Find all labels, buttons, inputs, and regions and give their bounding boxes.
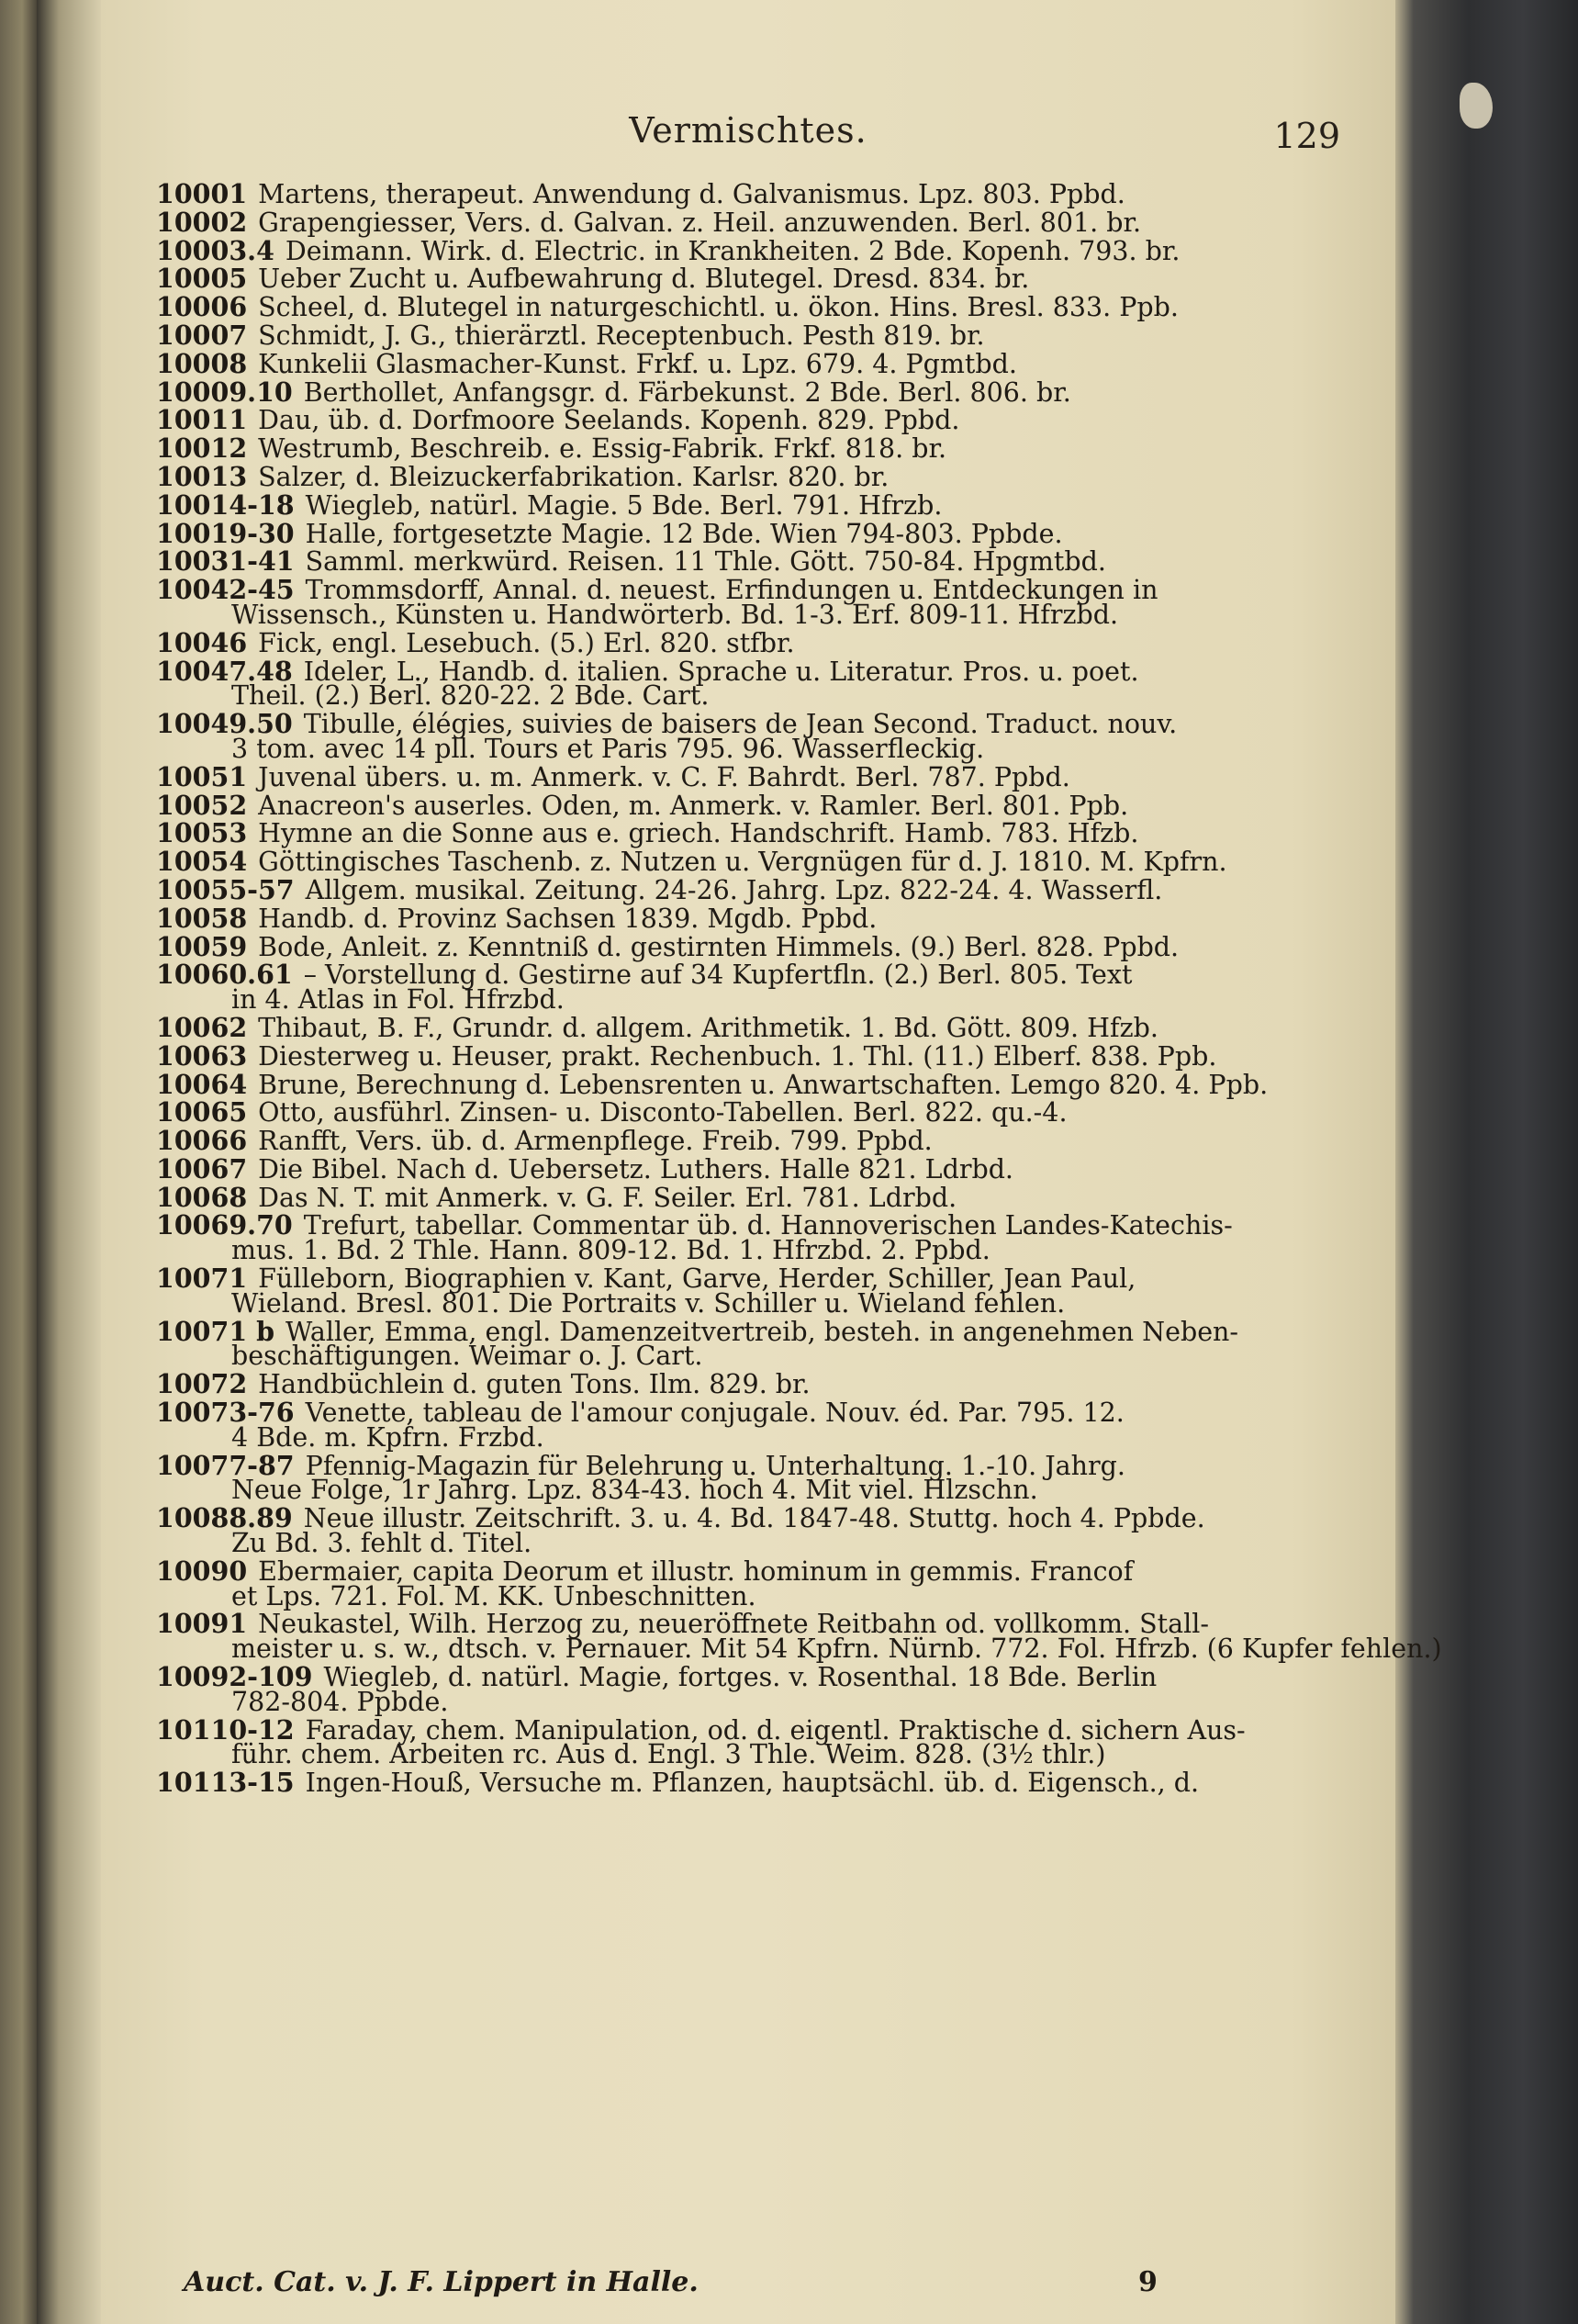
entry-first-line — [156, 1767, 1349, 1799]
entry-number: 10092-109 — [156, 1661, 313, 1693]
entry-text: Diesterweg u. Heuser, prakt. Rechenbuch. 1. Thl. (11.) Elberf. 838. Ppb. — [258, 1040, 1217, 1072]
entry-first-line — [156, 1152, 1349, 1184]
running-title: Vermischtes. — [629, 110, 867, 151]
entry-number: 10031-41 — [156, 545, 295, 578]
entry-number: 10072 — [156, 1368, 248, 1400]
catalog-entry — [156, 291, 1349, 323]
entry-text: Kunkelii Glasmacher-Kunst. Frkf. u. Lpz. 679. 4. Pgmtbd. — [258, 348, 1017, 379]
entry-text: Tibulle, élégies, suivies de baisers de Jean Second. Traduct. nouv. — [303, 709, 1178, 740]
entry-number: 10007 — [156, 319, 248, 351]
entry-text: Juvenal übers. u. m. Anmerk. v. C. F. Bahrdt. Berl. 787. Ppbd. — [258, 761, 1070, 792]
entry-first-line — [156, 404, 1349, 436]
entry-text: Das N. T. mit Anmerk. v. G. F. Seiler. Erl. 781. Ldrbd. — [258, 1182, 957, 1213]
entry-continuation: meister u. s. w., dtsch. v. Pernauer. Mit 54 Kpfrn. Nürnb. 772. Fol. Hfrzb. (6 Kupfer fehlen.) — [231, 1634, 1442, 1665]
entry-text: Fülleborn, Biographien v. Kant, Garve, Herder, Schiller, Jean Paul, — [258, 1263, 1136, 1295]
catalog-entry — [156, 178, 1349, 209]
entry-text: Die Bibel. Nach d. Uebersetz. Luthers. Halle 821. Ldrbd. — [258, 1153, 1013, 1184]
entry-number: 10005 — [156, 263, 248, 295]
entry-text: Wiegleb, natürl. Magie. 5 Bde. Berl. 791. Hfrzb. — [305, 489, 943, 521]
catalog-entry — [156, 1368, 1349, 1400]
catalog-entry — [156, 1502, 1349, 1559]
catalog-entries — [156, 178, 1442, 1799]
entry-first-line — [156, 930, 1349, 962]
entry-text: Ranfft, Vers. üb. d. Armenpflege. Freib. 799. Ppbd. — [258, 1126, 933, 1157]
entry-continuation: et Lps. 721. Fol. M. KK. Unbeschnitten. — [231, 1580, 756, 1611]
page-footer — [184, 2266, 1193, 2298]
catalog-entry — [156, 1181, 1349, 1213]
entry-continuation: führ. chem. Arbeiten rc. Aus d. Engl. 3 Thle. Weim. 828. (3½ thlr.) — [231, 1739, 1106, 1770]
entry-text: Trommsdorff, Annal. d. neuest. Erfindungen u. Entdeckungen in — [305, 575, 1158, 606]
catalog-entry — [156, 1767, 1349, 1799]
entry-number: 10059 — [156, 930, 248, 962]
entry-number: 10071 b — [156, 1315, 275, 1347]
catalog-entry — [156, 206, 1349, 238]
entry-number: 10047.48 — [156, 655, 293, 687]
catalog-entry — [156, 1209, 1349, 1266]
entry-text: Hymne an die Sonne aus e. griech. Handschrift. Hamb. 783. Hfzb. — [258, 818, 1139, 849]
signature-mark: 9 — [1138, 2266, 1158, 2298]
entry-number: 10091 — [156, 1608, 248, 1640]
entry-number: 10008 — [156, 347, 248, 379]
catalog-entry — [156, 902, 1349, 934]
entry-text: Anacreon's auserles. Oden, m. Anmerk. v. Ramler. Berl. 801. Ppb. — [258, 790, 1129, 821]
catalog-entry — [156, 708, 1349, 764]
entry-number: 10052 — [156, 789, 248, 821]
entry-text: Ueber Zucht u. Aufbewahrung d. Blutegel. Dresd. 834. br. — [258, 264, 1030, 295]
entry-text: Trefurt, tabellar. Commentar üb. d. Hannoverischen Landes-Katechis- — [303, 1210, 1233, 1241]
entry-first-line — [156, 760, 1349, 792]
entry-text: Salzer, d. Bleizuckerfabrikation. Karlsr. 820. br. — [258, 461, 890, 492]
entry-continuation: 3 tom. avec 14 pll. Tours et Paris 795. 96. Wasserfleckig. — [231, 733, 985, 764]
book-cover-edge — [1395, 0, 1578, 2324]
entry-first-line — [156, 376, 1349, 408]
entry-first-line — [156, 1039, 1349, 1072]
entry-first-line — [156, 902, 1349, 934]
entry-continuation: beschäftigungen. Weimar o. J. Cart. — [231, 1341, 703, 1372]
entry-first-line — [156, 1181, 1349, 1213]
adjacent-page-edge — [0, 0, 37, 2324]
entry-first-line — [156, 789, 1349, 821]
catalog-entry — [156, 1096, 1349, 1128]
entry-number: 10067 — [156, 1152, 248, 1184]
entry-first-line — [156, 488, 1349, 521]
catalog-entry — [156, 817, 1349, 849]
catalog-entry — [156, 1039, 1349, 1072]
catalog-entry — [156, 1068, 1349, 1100]
catalog-entry — [156, 347, 1349, 379]
catalog-imprint: Auct. Cat. v. J. F. Lippert in Halle. — [184, 2266, 699, 2298]
entry-number: 10069.70 — [156, 1209, 293, 1241]
entry-number: 10002 — [156, 206, 248, 238]
entry-continuation: Neue Folge, 1r Jahrg. Lpz. 834-43. hoch 4. Mit viel. Hlzschn. — [231, 1475, 1038, 1506]
cover-tab-mark — [1460, 83, 1493, 129]
entry-number: 10003.4 — [156, 234, 274, 266]
entry-number: 10113-15 — [156, 1767, 295, 1799]
catalog-entry — [156, 930, 1349, 962]
entry-text: Handbüchlein d. guten Tons. Ilm. 829. br. — [258, 1369, 811, 1400]
entry-text: Ingen-Houß, Versuche m. Pflanzen, hauptsächl. üb. d. Eigensch., d. — [305, 1768, 1200, 1799]
entry-number: 10006 — [156, 291, 248, 323]
catalog-entry — [156, 1263, 1349, 1319]
entry-number: 10053 — [156, 817, 248, 849]
catalog-entry — [156, 319, 1349, 351]
catalog-entry — [156, 1125, 1349, 1157]
catalog-entry — [156, 789, 1349, 821]
entry-first-line — [156, 817, 1349, 849]
entry-first-line — [156, 545, 1349, 578]
entry-continuation: Theil. (2.) Berl. 820-22. 2 Bde. Cart. — [231, 680, 710, 712]
entry-text: Deimann. Wirk. d. Electric. in Krankheiten. 2 Bde. Kopenh. 793. br. — [285, 235, 1181, 266]
entry-continuation: Wieland. Bresl. 801. Die Portraits v. Schiller u. Wieland fehlen. — [231, 1287, 1066, 1319]
entry-text: Dau, üb. d. Dorfmoore Seelands. Kopenh. 829. Ppbd. — [258, 405, 960, 436]
catalog-entry — [156, 1713, 1349, 1770]
entry-text: Wiegleb, d. natürl. Magie, fortges. v. Rosenthal. 18 Bde. Berlin — [323, 1662, 1158, 1693]
catalog-entry — [156, 545, 1349, 578]
catalog-entry — [156, 1397, 1349, 1453]
entry-text: Westrumb, Beschreib. e. Essig-Fabrik. Frkf. 818. br. — [258, 433, 947, 465]
catalog-entry — [156, 1555, 1349, 1611]
entry-continuation: Wissensch., Künsten u. Handwörterb. Bd. 1-3. Erf. 809-11. Hfrzbd. — [231, 599, 1119, 630]
entry-text: Grapengiesser, Vers. d. Galvan. z. Heil. anzuwenden. Berl. 801. br. — [258, 207, 1142, 238]
catalog-entry — [156, 1608, 1442, 1665]
entry-first-line — [156, 291, 1349, 323]
catalog-page — [101, 0, 1442, 2324]
entry-text: Neukastel, Wilh. Herzog zu, neueröffnete Reitbahn od. vollkomm. Stall- — [258, 1609, 1209, 1640]
catalog-entry — [156, 655, 1349, 712]
entry-number: 10071 — [156, 1263, 248, 1295]
entry-text: Brune, Berechnung d. Lebensrenten u. Anwartschaften. Lemgo 820. 4. Ppb. — [258, 1069, 1269, 1100]
entry-number: 10051 — [156, 760, 248, 792]
catalog-entry — [156, 263, 1349, 295]
entry-text: Handb. d. Provinz Sachsen 1839. Mgdb. Ppbd. — [258, 903, 878, 934]
entry-text: Martens, therapeut. Anwendung d. Galvanismus. Lpz. 803. Ppbd. — [258, 179, 1125, 209]
catalog-entry — [156, 1661, 1349, 1717]
catalog-entry — [156, 959, 1349, 1016]
entry-number: 10090 — [156, 1555, 248, 1587]
entry-first-line — [156, 1096, 1349, 1128]
entry-text: Otto, ausführl. Zinsen- u. Disconto-Tabellen. Berl. 822. qu.-4. — [258, 1097, 1068, 1128]
entry-first-line — [156, 347, 1349, 379]
page-number: 129 — [1273, 116, 1340, 156]
entry-text: Schmidt, J. G., thierärztl. Receptenbuch. Pesth 819. br. — [258, 320, 985, 351]
entry-first-line — [156, 1125, 1349, 1157]
catalog-entry — [156, 517, 1349, 549]
entry-number: 10062 — [156, 1011, 248, 1043]
catalog-entry — [156, 873, 1349, 905]
catalog-entry — [156, 760, 1349, 792]
entry-number: 10077-87 — [156, 1449, 295, 1481]
catalog-entry — [156, 1315, 1349, 1372]
entry-text: Berthollet, Anfangsgr. d. Färbekunst. 2 Bde. Berl. 806. br. — [303, 376, 1071, 408]
entry-number: 10060.61 — [156, 959, 293, 991]
entry-number: 10012 — [156, 432, 248, 465]
entry-text: Ideler, L., Handb. d. italien. Sprache u. Literatur. Pros. u. poet. — [303, 656, 1139, 687]
entry-number: 10058 — [156, 902, 248, 934]
entry-text: Allgem. musikal. Zeitung. 24-26. Jahrg. Lpz. 822-24. 4. Wasserfl. — [305, 874, 1163, 905]
entry-number: 10068 — [156, 1181, 248, 1213]
entry-number: 10055-57 — [156, 873, 295, 905]
catalog-entry — [156, 1152, 1349, 1184]
entry-text: Bode, Anleit. z. Kenntniß d. gestirnten Himmels. (9.) Berl. 828. Ppbd. — [258, 931, 1180, 962]
entry-number: 10054 — [156, 846, 248, 878]
entry-first-line — [156, 846, 1349, 878]
entry-text: Göttingisches Taschenb. z. Nutzen u. Vergnügen für d. J. 1810. M. Kpfrn. — [258, 847, 1227, 878]
catalog-entry — [156, 460, 1349, 492]
catalog-entry — [156, 488, 1349, 521]
entry-continuation: 782-804. Ppbde. — [231, 1686, 449, 1717]
entry-first-line — [156, 432, 1349, 465]
page-header — [101, 110, 1395, 174]
entry-first-line — [156, 460, 1349, 492]
catalog-entry — [156, 234, 1349, 266]
entry-number: 10064 — [156, 1068, 248, 1100]
entry-first-line — [156, 234, 1349, 266]
catalog-entry — [156, 404, 1349, 436]
catalog-entry — [156, 574, 1349, 630]
entry-first-line — [156, 206, 1349, 238]
entry-number: 10066 — [156, 1125, 248, 1157]
entry-text: Samml. merkwürd. Reisen. 11 Thle. Gött. 750-84. Hpgmtbd. — [305, 546, 1106, 578]
entry-first-line — [156, 178, 1349, 209]
entry-number: 10001 — [156, 178, 248, 209]
catalog-entry — [156, 376, 1349, 408]
catalog-entry — [156, 1011, 1349, 1043]
entry-text: Ebermaier, capita Deorum et illustr. hominum in gemmis. Francof — [258, 1555, 1134, 1587]
entry-number: 10014-18 — [156, 488, 295, 521]
entry-number: 10046 — [156, 626, 248, 658]
entry-text: Waller, Emma, engl. Damenzeitvertreib, besteh. in angenehmen Neben- — [285, 1316, 1239, 1347]
entry-first-line — [156, 517, 1349, 549]
entry-continuation: in 4. Atlas in Fol. Hfrzbd. — [231, 984, 565, 1016]
entry-continuation: Zu Bd. 3. fehlt d. Titel. — [231, 1528, 532, 1559]
catalog-entry — [156, 1449, 1349, 1506]
entry-number: 10110-12 — [156, 1713, 295, 1746]
entry-continuation: 4 Bde. m. Kpfrn. Frzbd. — [231, 1421, 544, 1453]
entry-number: 10019-30 — [156, 517, 295, 549]
entry-number: 10073-76 — [156, 1397, 295, 1429]
entry-text: Faraday, chem. Manipulation, od. d. eigentl. Praktische d. sichern Aus- — [305, 1714, 1246, 1746]
entry-text: Pfennig-Magazin für Belehrung u. Unterhaltung. 1.-10. Jahrg. — [305, 1450, 1125, 1481]
entry-first-line — [156, 1368, 1349, 1400]
catalog-entry — [156, 432, 1349, 465]
entry-first-line — [156, 626, 1349, 658]
entry-first-line — [156, 873, 1349, 905]
entry-number: 10013 — [156, 460, 248, 492]
entry-first-line — [156, 319, 1349, 351]
entry-number: 10042-45 — [156, 574, 295, 606]
entry-number: 10009.10 — [156, 376, 293, 408]
entry-text: Halle, fortgesetzte Magie. 12 Bde. Wien 794-803. Ppbde. — [305, 518, 1063, 549]
entry-text: Thibaut, B. F., Grundr. d. allgem. Arithmetik. 1. Bd. Gött. 809. Hfzb. — [258, 1012, 1158, 1043]
entry-first-line — [156, 263, 1349, 295]
entry-number: 10049.50 — [156, 708, 293, 740]
entry-text: Scheel, d. Blutegel in naturgeschichtl. u. ökon. Hins. Bresl. 833. Ppb. — [258, 292, 1179, 323]
catalog-entry — [156, 626, 1349, 658]
entry-text: Fick, engl. Lesebuch. (5.) Erl. 820. stfbr. — [258, 627, 795, 658]
entry-text: Neue illustr. Zeitschrift. 3. u. 4. Bd. 1847-48. Stuttg. hoch 4. Ppbde. — [303, 1503, 1205, 1534]
entry-text: Venette, tableau de l'amour conjugale. Nouv. éd. Par. 795. 12. — [305, 1398, 1125, 1429]
entry-first-line — [156, 1011, 1349, 1043]
catalog-entry — [156, 846, 1349, 878]
entry-first-line — [156, 1068, 1349, 1100]
entry-number: 10063 — [156, 1039, 248, 1072]
entry-number: 10011 — [156, 404, 248, 436]
entry-number: 10088.89 — [156, 1502, 293, 1534]
entry-number: 10065 — [156, 1096, 248, 1128]
entry-continuation: mus. 1. Bd. 2 Thle. Hann. 809-12. Bd. 1. Hfrzbd. 2. Ppbd. — [231, 1235, 990, 1266]
book-gutter — [37, 0, 101, 2324]
entry-text: – Vorstellung d. Gestirne auf 34 Kupfertfln. (2.) Berl. 805. Text — [303, 960, 1133, 991]
